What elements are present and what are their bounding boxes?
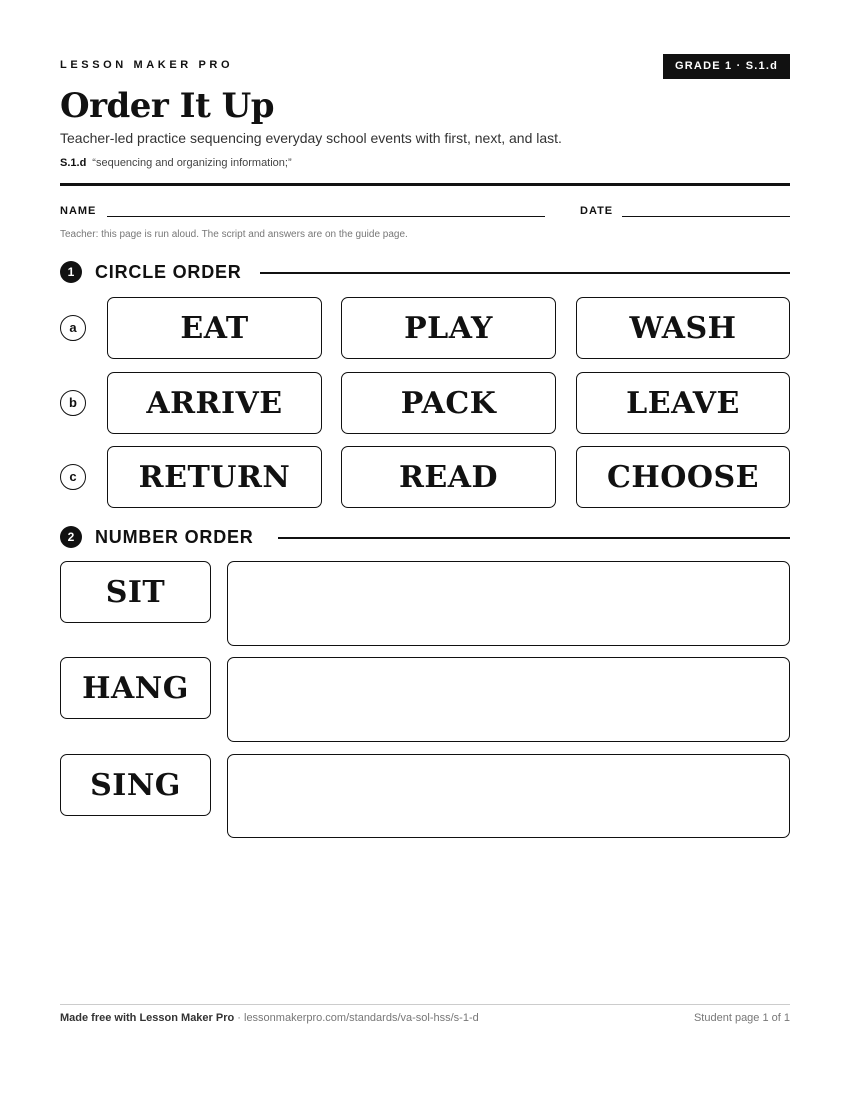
section-number-order-header — [60, 525, 790, 549]
word-card[interactable]: PACK — [341, 372, 556, 434]
worksheet-page — [60, 0, 790, 1100]
section-number: 2 — [60, 526, 82, 548]
word-card[interactable]: CHOOSE — [576, 446, 790, 508]
word-card[interactable]: WASH — [576, 297, 790, 359]
word-card[interactable]: RETURN — [107, 446, 322, 508]
header-divider — [60, 183, 790, 186]
answer-box[interactable] — [227, 657, 790, 742]
brand-name: LESSON MAKER PRO — [60, 59, 234, 71]
footer-page-number: Student page 1 of 1 — [693, 1012, 790, 1024]
name-field[interactable] — [107, 216, 545, 217]
standard-code: S.1.d — [60, 157, 87, 169]
word-card[interactable]: LEAVE — [576, 372, 790, 434]
teacher-note: Teacher: this page is run aloud. The script and answers are on the guide page. — [60, 229, 408, 240]
word-card[interactable]: EAT — [107, 297, 322, 359]
standard-text: “sequencing and organizing information;” — [92, 157, 292, 169]
word-card: SING — [60, 754, 211, 816]
answer-box[interactable] — [227, 754, 790, 838]
section-title: CIRCLE ORDER — [95, 262, 242, 282]
footer-credit — [60, 1012, 479, 1024]
word-card: SIT — [60, 561, 211, 623]
section-number: 1 — [60, 261, 82, 283]
date-field[interactable] — [622, 216, 790, 217]
section-rule — [260, 272, 790, 274]
section-title: NUMBER ORDER — [95, 527, 254, 547]
row-letter-a: a — [60, 315, 86, 341]
section-rule — [278, 537, 790, 539]
date-label: DATE — [580, 205, 614, 217]
grade-badge: GRADE 1 · S.1.d — [663, 54, 790, 79]
name-label: NAME — [60, 205, 97, 217]
footer-url[interactable]: · lessonmakerpro.com/standards/va-sol-hss/s-1-d — [234, 1012, 479, 1024]
standard-line — [60, 157, 292, 169]
footer-made-with: Made free with Lesson Maker Pro — [60, 1012, 235, 1024]
footer-divider — [60, 1004, 790, 1005]
word-card[interactable]: ARRIVE — [107, 372, 322, 434]
word-card[interactable]: PLAY — [341, 297, 556, 359]
word-card: HANG — [60, 657, 211, 719]
answer-box[interactable] — [227, 561, 790, 646]
page-title: Order It Up — [60, 86, 275, 126]
word-card[interactable]: READ — [341, 446, 556, 508]
row-letter-b: b — [60, 390, 86, 416]
section-circle-order-header — [60, 260, 790, 284]
page-subtitle: Teacher-led practice sequencing everyday school events with first, next, and last. — [60, 130, 562, 146]
row-letter-c: c — [60, 464, 86, 490]
